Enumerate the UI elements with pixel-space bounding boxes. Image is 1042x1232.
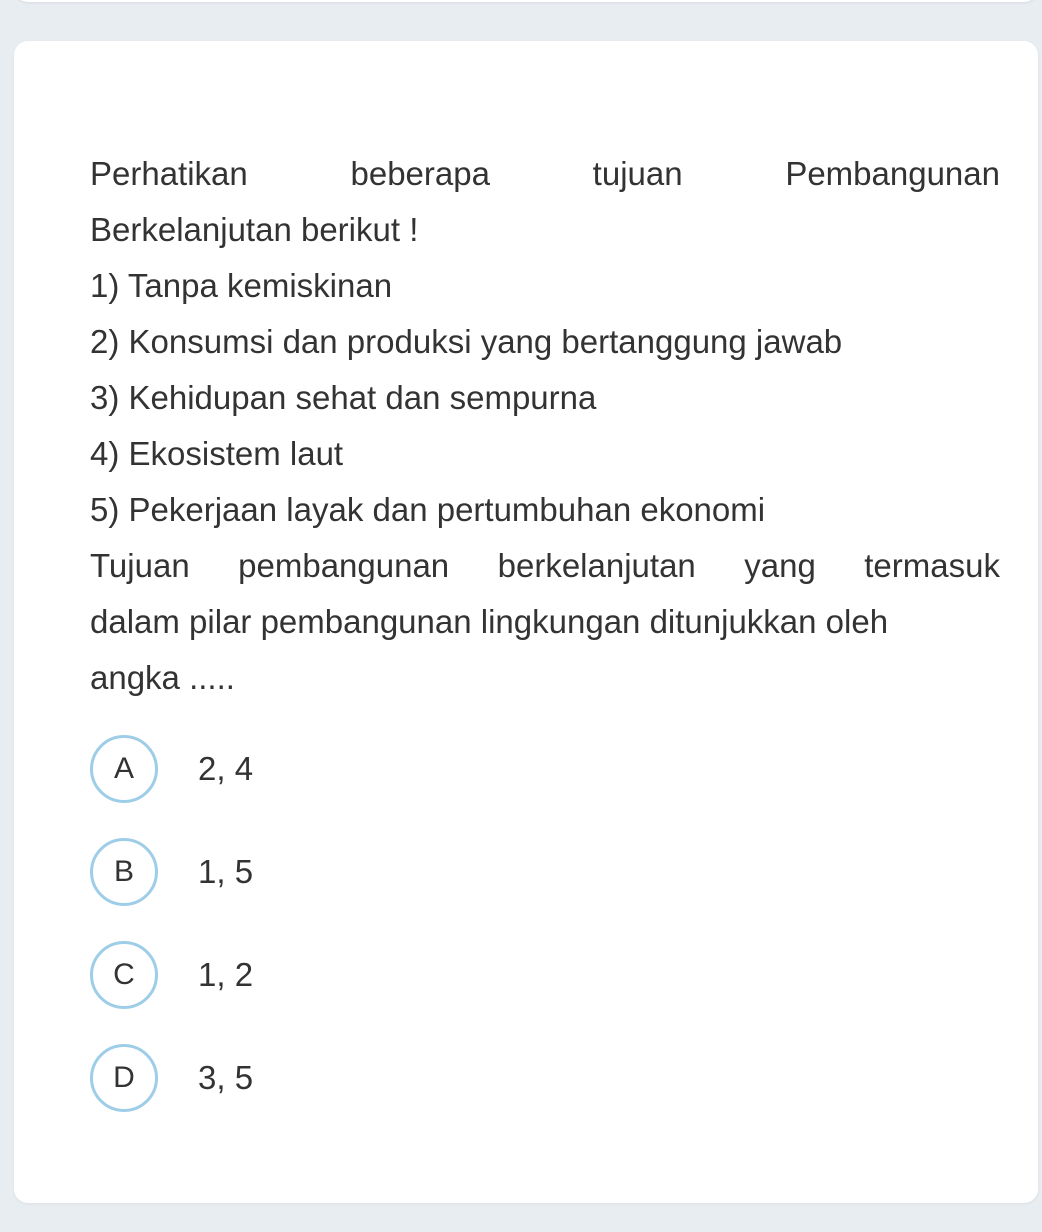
option-b[interactable] (90, 838, 253, 941)
intro-word: tujuan (592, 155, 683, 192)
intro-word: Perhatikan (90, 155, 248, 192)
option-b-text[interactable]: 1, 5 (198, 853, 254, 890)
option-d-text[interactable]: 3, 5 (198, 1059, 254, 1096)
question-prompt-line-2: dalam pilar pembangunan lingkungan ditunjukkan oleh (90, 603, 889, 640)
prompt-word: yang (744, 547, 816, 584)
question-card (14, 41, 1038, 1203)
option-d-letter-circle[interactable]: D (90, 1044, 158, 1112)
question-prompt-line-1 (90, 538, 1000, 594)
previous-card-edge (14, 0, 1038, 2)
question-item-4: 4) Ekosistem laut (90, 435, 344, 472)
prompt-word: berkelanjutan (497, 547, 696, 584)
option-a-letter-circle[interactable]: A (90, 735, 158, 803)
question-item-5: 5) Pekerjaan layak dan pertumbuhan ekonomi (90, 491, 766, 528)
option-b-letter-circle[interactable]: B (90, 838, 158, 906)
question-item-2: 2) Konsumsi dan produksi yang bertanggung jawab (90, 323, 843, 360)
question-text (90, 146, 1000, 706)
option-c-text[interactable]: 1, 2 (198, 956, 254, 993)
option-c[interactable] (90, 941, 253, 1044)
question-intro-line-1 (90, 146, 1000, 202)
option-a-text[interactable]: 2, 4 (198, 750, 254, 787)
option-c-letter-circle[interactable]: C (90, 941, 158, 1009)
answer-options (90, 735, 253, 1147)
question-intro-line-2: Berkelanjutan berikut ! (90, 211, 419, 248)
intro-word: Pembangunan (785, 155, 1000, 192)
question-item-1: 1) Tanpa kemiskinan (90, 267, 393, 304)
prompt-word: Tujuan (90, 547, 190, 584)
option-d[interactable] (90, 1044, 253, 1147)
prompt-word: termasuk (864, 547, 1000, 584)
question-prompt-line-3: angka ..... (90, 659, 235, 696)
question-item-3: 3) Kehidupan sehat dan sempurna (90, 379, 597, 416)
prompt-word: pembangunan (238, 547, 450, 584)
option-a[interactable] (90, 735, 253, 838)
intro-word: beberapa (350, 155, 490, 192)
